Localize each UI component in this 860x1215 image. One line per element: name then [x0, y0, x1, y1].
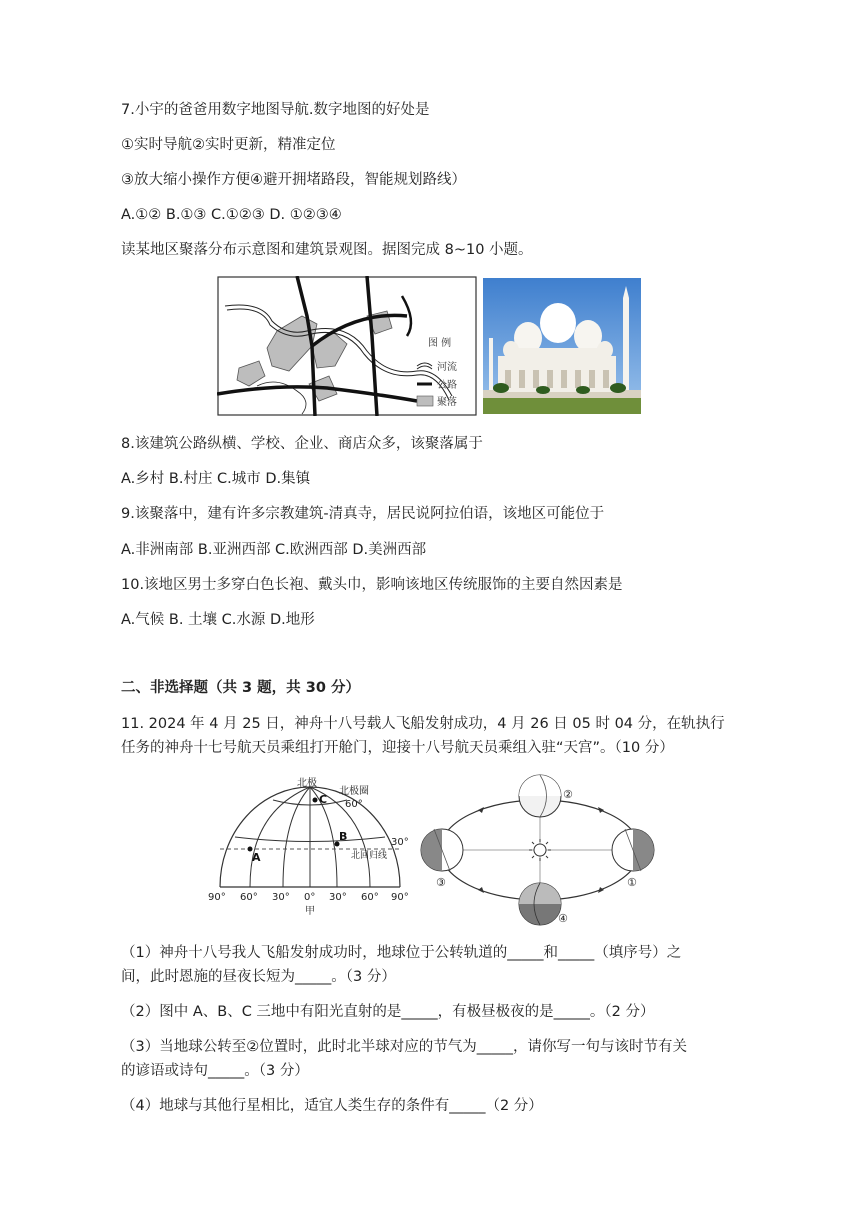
lon-label-4: 0° — [304, 892, 316, 903]
settlement-map — [217, 276, 477, 416]
mosque-photo — [483, 278, 641, 414]
q7-answer-options: A.①② B.①③ C.①②③ D. ①②③④ — [121, 207, 342, 223]
q7-stem: 7.小宇的爸爸用数字地图导航.数字地图的好处是 — [121, 102, 430, 118]
globe-hemisphere-diagram — [205, 772, 415, 922]
lon-label-5: 30° — [329, 892, 347, 903]
label-lat-60: 60° — [345, 799, 363, 810]
legend-river: 河流 — [437, 362, 457, 373]
q11-stem-line-1: 11. 2024 年 4 月 25 日，神舟十八号载人飞船发射成功，4 月 26 日 05 时 04 分，在轨执行 — [121, 716, 725, 732]
q9-options: A.非洲南部 B.亚洲西部 C.欧洲西部 D.美洲西部 — [121, 542, 427, 558]
orbit-diagram — [418, 768, 663, 928]
label-lat-30: 30° — [391, 837, 409, 848]
label-north-pole: 北极 — [297, 778, 317, 789]
q7-option-line-1: ①实时导航②实时更新，精准定位 — [121, 137, 336, 153]
q11-sub4: （4）地球与其他行星相比，适宜人类生存的条件有_____（2 分） — [121, 1098, 543, 1114]
label-point-a: A — [252, 851, 261, 864]
q9-stem: 9.该聚落中，建有许多宗教建筑-清真寺，居民说阿拉伯语，该地区可能位于 — [121, 506, 605, 522]
legend-settlement: 聚落 — [437, 397, 457, 408]
legend-road: 公路 — [437, 380, 457, 391]
label-point-b: B — [339, 830, 348, 843]
lon-label-6: 60° — [361, 892, 379, 903]
orbit-pos-3: ③ — [436, 876, 446, 889]
q7-option-line-2: ③放大缩小操作方便④避开拥堵路段，智能规划路线） — [121, 172, 466, 188]
q11-sub3-line-2: 的谚语或诗句_____。（3 分） — [121, 1063, 309, 1079]
label-point-c: C — [319, 793, 328, 806]
orbit-pos-4: ④ — [558, 912, 568, 925]
section-2-heading: 二、非选择题（共 3 题，共 30 分） — [121, 680, 360, 696]
lon-label-7: 90° — [391, 892, 409, 903]
q11-sub1-line-2: 间，此时恩施的昼夜长短为_____。（3 分） — [121, 969, 396, 985]
q10-stem: 10.该地区男士多穿白色长袍、戴头巾，影响该地区传统服饰的主要自然因素是 — [121, 577, 623, 593]
orbit-pos-2: ② — [563, 788, 573, 801]
orbit-pos-1: ① — [627, 876, 637, 889]
q8-stem: 8.该建筑公路纵横、学校、企业、商店众多，该聚落属于 — [121, 436, 483, 452]
q10-options: A.气候 B. 土壤 C.水源 D.地形 — [121, 612, 315, 628]
q11-sub2: （2）图中 A、B、C 三地中有阳光直射的是_____，有极昼极夜的是_____。（2 分） — [121, 1004, 655, 1020]
intro-8-10: 读某地区聚落分布示意图和建筑景观图。据图完成 8~10 小题。 — [121, 242, 533, 258]
q8-options: A.乡村 B.村庄 C.城市 D.集镇 — [121, 471, 311, 487]
q11-stem-line-2: 任务的神舟十七号航天员乘组打开舱门，迎接十八号航天员乘组入驻“天宫”。（10 分） — [121, 740, 674, 756]
q11-sub3-line-1: （3）当地球公转至②位置时，此时北半球对应的节气为_____，请你写一句与该时节有关 — [121, 1039, 687, 1055]
label-tropic: 北回归线 — [351, 851, 388, 861]
q11-sub1-line-1: （1）神舟十八号我人飞船发射成功时，地球位于公转轨道的_____和_____（填序号）之 — [121, 945, 682, 961]
globe-caption: 甲 — [305, 906, 315, 917]
lon-label-1: 90° — [208, 892, 226, 903]
lon-label-2: 60° — [240, 892, 258, 903]
lon-label-3: 30° — [272, 892, 290, 903]
legend-title: 图 例 — [428, 338, 452, 349]
label-arctic-circle: 北极圈 — [339, 786, 369, 797]
